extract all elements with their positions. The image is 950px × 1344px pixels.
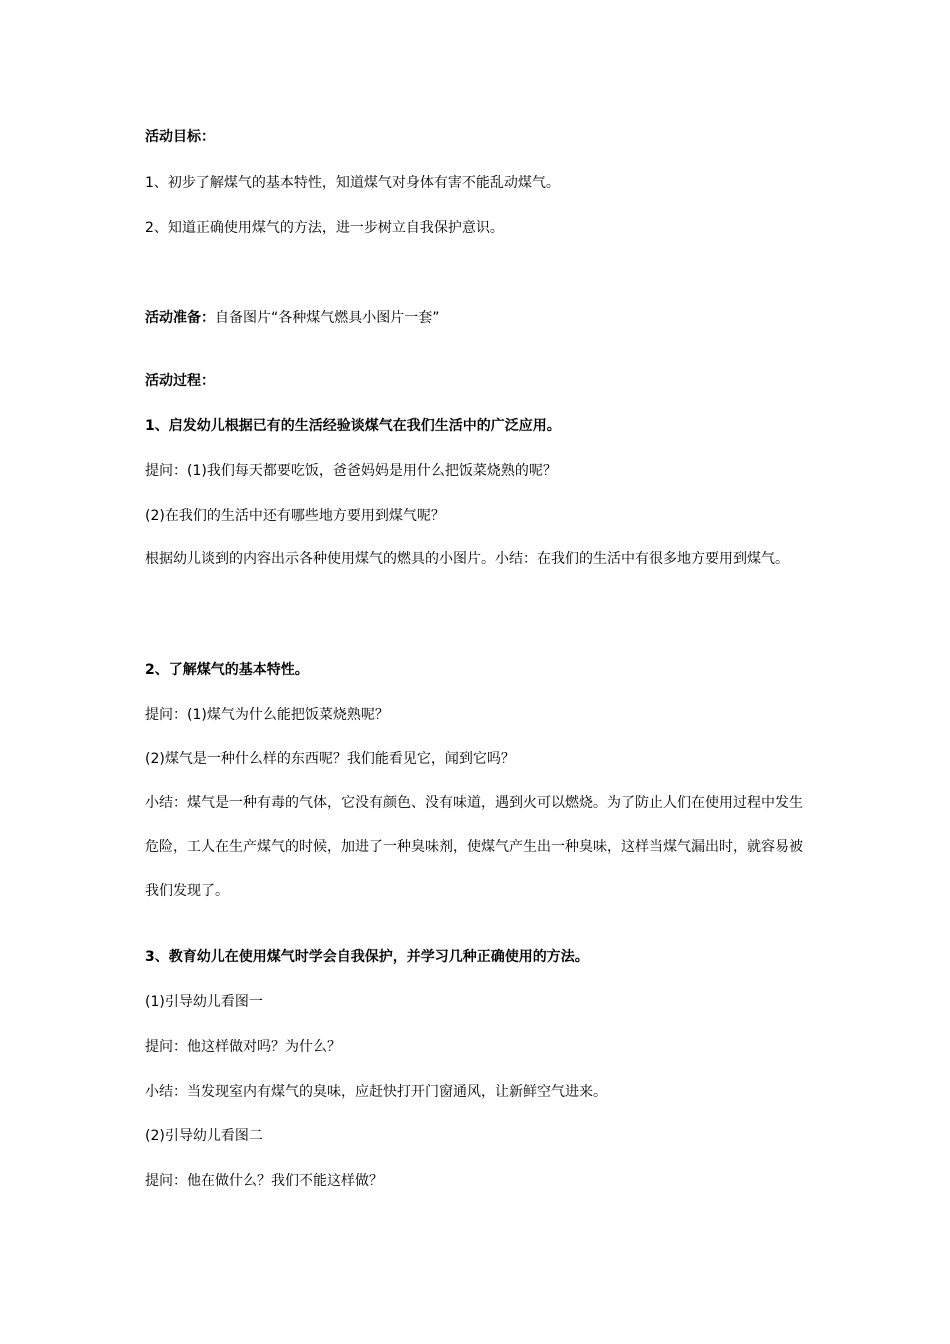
step2-title: 2、了解煤气的基本特性。 [145,662,309,678]
step2-question-2: (2)煤气是一种什么样的东西呢？我们能看见它，闻到它吗？ [145,751,515,767]
step3-guide-1: (1)引导幼儿看图一 [145,994,263,1010]
step3-guide-1-summary: 小结：当发现室内有煤气的臭味，应赶快打开门窗通风，让新鲜空气进来。 [145,1084,607,1100]
prep-label: 活动准备： [145,310,215,326]
step2-summary: 小结：煤气是一种有毒的气体，它没有颜色、没有味道，遇到火可以燃烧。为了防止人们在使用过程中发生危险，工人在生产煤气的时候，加进了一种臭味剂，使煤气产生出一种臭味，这样当煤气漏出时，就容易被我们发现了。 [145,795,803,899]
step3-guide-2-question: 提问：他在做什么？我们不能这样做？ [145,1173,383,1189]
step1-question-1: 提问：(1)我们每天都要吃饭，爸爸妈妈是用什么把饭菜烧熟的呢？ [145,463,557,479]
process-heading: 活动过程： [145,373,215,389]
step3-title: 3、教育幼儿在使用煤气时学会自我保护，并学习几种正确使用的方法。 [145,949,589,965]
step2-question-1: 提问：(1)煤气为什么能把饭菜烧熟呢？ [145,707,389,723]
prep-paragraph [145,308,810,328]
step3-guide-2: (2)引导幼儿看图二 [145,1128,263,1144]
goal-item-2: 2、知道正确使用煤气的方法，进一步树立自我保护意识。 [145,220,504,236]
step1-title: 1、启发幼儿根据已有的生活经验谈煤气在我们生活中的广泛应用。 [145,418,561,434]
goal-item-1: 1、初步了解煤气的基本特性，知道煤气对身体有害不能乱动煤气。 [145,175,560,191]
prep-text: 自备图片“各种煤气燃具小图片一套” [215,310,440,326]
step1-summary: 根据幼儿谈到的内容出示各种使用煤气的燃具的小图片。小结：在我们的生活中有很多地方要用到煤气。 [145,551,789,567]
step1-question-2: (2)在我们的生活中还有哪些地方要用到煤气呢？ [145,508,445,524]
step3-guide-1-question: 提问：他这样做对吗？为什么？ [145,1039,341,1055]
goals-heading: 活动目标： [145,129,215,145]
